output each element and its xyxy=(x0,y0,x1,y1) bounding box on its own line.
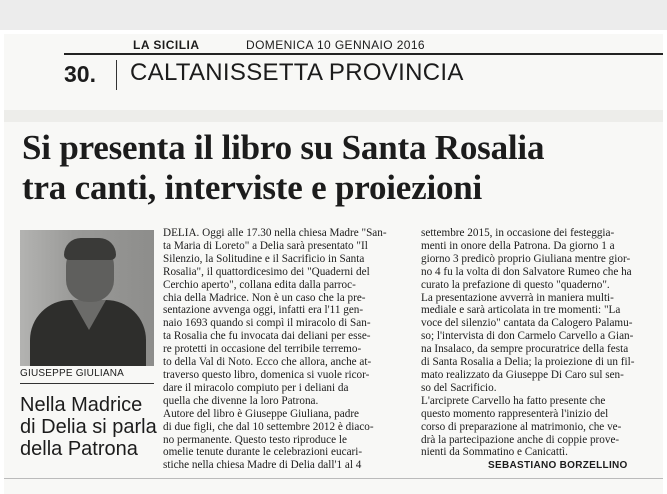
issue-date: DOMENICA 10 GENNAIO 2016 xyxy=(246,38,425,52)
body-line: to della Val di Noto. Ecco che allora, anche at- xyxy=(163,356,372,369)
body-line: traverso questo libro, domenica si vuole ricor- xyxy=(163,368,370,381)
body-line: quella che divenne la loro Patrona. xyxy=(163,394,319,407)
print-through-band xyxy=(4,110,663,122)
body-line: Silenzio, la Solitudine e il Sacrificio in Santa xyxy=(163,252,365,265)
body-line: re protetti in occasione del terribile terremo- xyxy=(163,343,362,356)
masthead-rule xyxy=(64,53,663,55)
body-line: giorno 3 predicò proprio Giuliana mentre gior- xyxy=(421,252,631,265)
body-line: La presentazione avverrà in maniera multi- xyxy=(421,291,614,304)
body-line: no permanente. Questo testo riproduce le xyxy=(163,433,347,446)
body-line: sentazione avvenga oggi, infatti era l'11 gen- xyxy=(163,304,364,317)
body-line: stiche nella chiesa Madre di Delia dall'1 al 4 xyxy=(163,459,362,472)
masthead-separator xyxy=(116,60,117,90)
author-photo xyxy=(20,230,154,366)
body-line: ta Rosalia che fu invocata dai deliani per esse- xyxy=(163,330,371,343)
body-line: Rosalia", il quattordicesimo dei "Quaderni del xyxy=(163,265,370,278)
headline-line: Si presenta il libro su Santa Rosalia xyxy=(22,128,545,167)
article-column-2 xyxy=(421,227,657,459)
bottom-rule xyxy=(4,478,663,479)
subhead-line: Nella Madrice xyxy=(20,394,143,416)
body-line: drà la partecipazione anche di coppie prove- xyxy=(421,433,620,446)
body-line: so del Sacrificio. xyxy=(421,381,497,394)
body-line: voce del silenzio" cantata da Calogero Palamu- xyxy=(421,317,633,330)
caption-rule xyxy=(20,383,154,384)
body-line: naio 1693 quando si compì il miracolo di San- xyxy=(163,317,371,330)
subhead-line: di Delia si parla xyxy=(20,416,157,438)
article-headline xyxy=(22,128,662,208)
body-line: corso di preparazione al matrimonio, che ve- xyxy=(421,420,622,433)
scan-margin-top xyxy=(0,0,667,30)
body-line: Cerchio aperto", collana edita dalla parroc- xyxy=(163,278,356,291)
article-column-1 xyxy=(163,227,403,472)
body-line: Autore del libro è Giuseppe Giuliana, padre xyxy=(163,407,360,420)
body-line: DELIA. Oggi alle 17.30 nella chiesa Madre "San- xyxy=(163,227,387,239)
body-line: so; l'intervista di don Carmelo Carvello a Gian- xyxy=(421,330,634,343)
section-title: CALTANISSETTA PROVINCIA xyxy=(130,59,464,86)
photo-figure-hair xyxy=(64,238,116,260)
body-line: dare il miracolo compiuto per i deliani da xyxy=(163,381,349,394)
body-line: curato la prefazione di questo "quaderno". xyxy=(421,278,610,291)
body-line: omelie tenute durante le celebrazioni eucari- xyxy=(163,446,363,459)
article-subhead xyxy=(20,394,160,460)
body-line: L'arciprete Carvello ha fatto presente che xyxy=(421,394,606,407)
headline-line: tra canti, interviste e proiezioni xyxy=(22,168,483,207)
body-line: di Santa Rosalia a Delia; la proiezione di un fil- xyxy=(421,356,635,369)
body-line: settembre 2015, in occasione dei festeggia- xyxy=(421,227,615,239)
article-byline: SEBASTIANO BORZELLINO xyxy=(488,460,628,471)
page-number: 30. xyxy=(64,61,96,87)
body-line: menti in onore della Patrona. Da giorno 1 a xyxy=(421,239,615,252)
body-line: nienti da Sommatino e Canicattì. xyxy=(421,446,568,459)
newspaper-name: LA SICILIA xyxy=(133,38,200,52)
body-line: ta Maria di Loreto" a Delia sarà presentato "Il xyxy=(163,239,368,252)
body-line: questo momento rappresenterà l'inizio del xyxy=(421,407,609,420)
body-line: chia della Madrice. Non è un caso che la pre- xyxy=(163,291,366,304)
body-line: mato realizzato da Giuseppe Di Caro sul sen- xyxy=(421,368,624,381)
body-line: na Insalaco, da sempre procuratrice della festa xyxy=(421,343,629,356)
body-line: di due figli, che dal 10 settembre 2012 è diaco- xyxy=(163,420,374,433)
subhead-line: della Patrona xyxy=(20,438,138,460)
body-line: mediale e sarà articolata in tre momenti: "La xyxy=(421,304,621,317)
photo-caption: GIUSEPPE GIULIANA xyxy=(20,368,124,379)
body-line: no 4 fu la volta di don Salvatore Rumeo che ha xyxy=(421,265,632,278)
